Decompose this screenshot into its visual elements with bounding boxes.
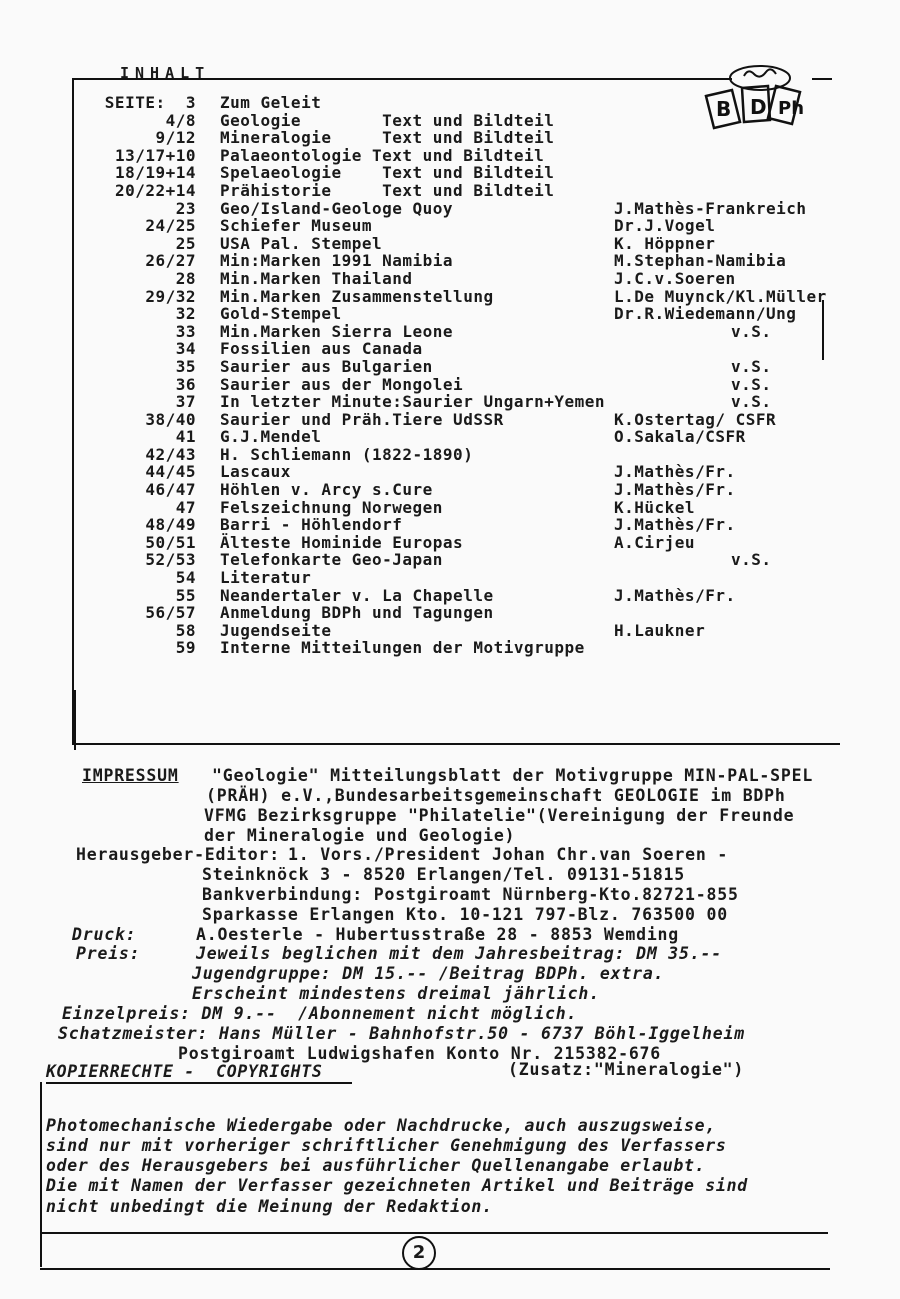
copyright-line-5: nicht unbedingt die Meinung der Redaktion.: [46, 1197, 493, 1216]
impressum-label: IMPRESSUM: [82, 766, 179, 785]
toc-row: [76, 304, 797, 324]
toc-page: 25: [175, 233, 196, 253]
schatzmeister-line-2: Postgiroamt Ludwigshafen Konto Nr. 215382-676: [178, 1044, 662, 1063]
table-of-contents: [76, 93, 827, 658]
druck-value: A.Oesterle - Hubertusstraße 28 - 8853 Wemding: [196, 925, 680, 944]
toc-author: J.C.v.Soeren: [614, 268, 736, 288]
toc-author: K. Höppner: [614, 233, 716, 253]
toc-row: [76, 585, 736, 605]
toc-title: Saurier und Präh.Tiere UdSSR: [220, 409, 504, 429]
toc-author: Dr.R.Wiedemann/Ung: [614, 304, 797, 324]
editor-line-1: 1. Vors./President Johan Chr.van Soeren -: [288, 845, 729, 864]
page-number: 2: [402, 1236, 436, 1270]
toc-row: [76, 532, 696, 552]
toc-page: 34: [175, 339, 196, 359]
editor-line-3: Bankverbindung: Postgiroamt Nürnberg-Kto.82721-855: [202, 885, 739, 904]
toc-page: 55: [175, 585, 196, 605]
toc-author: L.De Muynck/Kl.Müller: [614, 286, 827, 306]
toc-row: [76, 94, 605, 112]
toc-title: In letzter Minute:Saurier Ungarn+Yemen: [220, 392, 606, 412]
toc-title: H. Schliemann (1822-1890): [220, 444, 474, 464]
preis-line-1: Jeweils beglichen mit dem Jahresbeitrag: DM 35.--: [196, 944, 722, 963]
toc-page: 29/32: [145, 286, 196, 306]
toc-row: [76, 480, 736, 500]
toc-page: 24/25: [145, 216, 196, 236]
toc-title: Zum Geleit: [220, 93, 322, 112]
toc-page: 18/19+14: [114, 163, 196, 183]
toc-title: Geo/Island-Geologe Quoy: [220, 198, 454, 218]
toc-author: M.Stephan-Namibia: [614, 251, 787, 271]
toc-title: Schiefer Museum: [220, 216, 372, 236]
preis-line-2: Jugendgruppe: DM 15.-- /Beitrag BDPh. extra.: [192, 964, 665, 983]
toc-row: [76, 182, 605, 200]
toc-row: [76, 427, 746, 447]
toc-page: 20/22+14: [114, 180, 196, 200]
footer-rule: [40, 1268, 830, 1270]
toc-row: [76, 198, 807, 218]
toc-page: 13/17+10: [114, 145, 196, 165]
toc-page: 26/27: [145, 251, 196, 271]
toc-page: 42/43: [145, 444, 196, 464]
impressum-line-3: VFMG Bezirksgruppe "Philatelie"(Vereinigung der Freunde: [204, 806, 795, 825]
toc-row: [76, 356, 772, 376]
toc-author: v.S.: [731, 356, 772, 376]
toc-title: Min.Marken Zusammenstellung: [220, 286, 494, 306]
toc-page: 4/8: [165, 110, 196, 130]
editor-line-4: Sparkasse Erlangen Kto. 10-121 797-Blz. 763500 00: [202, 905, 728, 924]
toc-page: 38/40: [145, 409, 196, 429]
toc-row: [76, 462, 736, 482]
toc-row: [76, 497, 696, 517]
toc-row: [76, 515, 736, 535]
toc-author: K.Hückel: [614, 497, 696, 517]
toc-title: Saurier aus Bulgarien: [220, 356, 433, 376]
druck-label: Druck:: [72, 925, 137, 944]
toc-title: Neandertaler v. La Chapelle: [220, 585, 494, 605]
copyright-bottom-rule: [40, 1232, 828, 1234]
left-rule-upper: [72, 78, 74, 743]
toc-row: [76, 112, 605, 130]
toc-page: 37: [175, 392, 196, 412]
copyright-line-3: oder des Herausgebers bei ausführlicher Quellenangabe erlaubt.: [46, 1156, 706, 1175]
toc-author: J.Mathès/Fr.: [614, 515, 736, 535]
toc-page: 58: [175, 620, 196, 640]
copyright-heading: KOPIERRECHTE - COPYRIGHTS: [46, 1062, 323, 1081]
toc-title: Älteste Hominide Europas: [220, 532, 464, 552]
toc-row: [76, 409, 777, 429]
copyright-line-4: Die mit Namen der Verfasser gezeichneten Artikel und Beiträge sind: [46, 1176, 748, 1195]
copyright-line-2: sind nur mit vorheriger schriftlicher Genehmigung des Verfassers: [46, 1136, 727, 1155]
toc-page: 56/57: [145, 603, 196, 623]
toc-row: [76, 392, 772, 412]
toc-title: Höhlen v. Arcy s.Cure: [220, 480, 433, 500]
toc-row: [76, 340, 605, 358]
toc-title: Interne Mitteilungen der Motivgruppe: [220, 638, 585, 658]
toc-row: [76, 620, 706, 640]
toc-title: Fossilien aus Canada: [220, 339, 423, 359]
toc-row: [76, 129, 605, 147]
toc-row: [76, 164, 605, 182]
toc-title: Mineralogie Text und Bildteil: [220, 128, 555, 148]
svg-text:D: D: [750, 95, 767, 119]
toc-page: 36: [175, 374, 196, 394]
toc-row: [76, 321, 772, 341]
toc-title: Palaeontologie Text und Bildteil: [220, 145, 545, 165]
toc-title: Spelaeologie Text und Bildteil: [220, 163, 555, 183]
toc-row: [76, 604, 605, 622]
toc-author: J.Mathès/Fr.: [614, 480, 736, 500]
svg-text:Ph: Ph: [778, 98, 805, 119]
toc-author: O.Sakala/CSFR: [614, 427, 746, 447]
right-rule-short: [822, 300, 824, 360]
einzelpreis: Einzelpreis: DM 9.-- /Abonnement nicht möglich.: [62, 1004, 578, 1023]
toc-page: 47: [175, 497, 196, 517]
toc-page: 33: [175, 321, 196, 341]
preis-label: Preis:: [76, 944, 141, 963]
toc-author: J.Mathès/Fr.: [614, 585, 736, 605]
left-rule-lower: [40, 1082, 42, 1267]
toc-title: G.J.Mendel: [220, 427, 322, 447]
toc-page: 35: [175, 356, 196, 376]
toc-author: J.Mathès-Frankreich: [614, 198, 807, 218]
editor-line-2: Steinknöck 3 - 8520 Erlangen/Tel. 09131-51815: [202, 865, 686, 884]
toc-author: Dr.J.Vogel: [614, 216, 716, 236]
toc-page: 28: [175, 268, 196, 288]
toc-title: Anmeldung BDPh und Tagungen: [220, 603, 494, 623]
toc-page: SEITE: 3: [104, 93, 196, 112]
bdph-logo-icon: [696, 58, 816, 134]
toc-title: Literatur: [220, 568, 312, 588]
toc-page: 50/51: [145, 532, 196, 552]
toc-author: v.S.: [731, 392, 772, 412]
toc-page: 32: [175, 304, 196, 324]
toc-page: 41: [175, 427, 196, 447]
page-title: INHALT: [120, 64, 211, 82]
toc-page: 48/49: [145, 515, 196, 535]
toc-title: Min.Marken Sierra Leone: [220, 321, 454, 341]
toc-title: Saurier aus der Mongolei: [220, 374, 464, 394]
toc-title: Telefonkarte Geo-Japan: [220, 550, 443, 570]
middle-rule: [72, 743, 840, 745]
svg-text:B: B: [716, 97, 732, 121]
toc-row: [76, 550, 772, 570]
toc-author: v.S.: [731, 321, 772, 341]
toc-title: Geologie Text und Bildteil: [220, 110, 555, 130]
toc-title: Min.Marken Thailand: [220, 268, 413, 288]
toc-row: [76, 286, 827, 306]
toc-row: [76, 216, 716, 236]
toc-page: 54: [175, 568, 196, 588]
toc-title: Felszeichnung Norwegen: [220, 497, 443, 517]
toc-author: J.Mathès/Fr.: [614, 462, 736, 482]
editor-label: Herausgeber-Editor:: [76, 845, 280, 864]
toc-title: Barri - Höhlendorf: [220, 515, 403, 535]
toc-page: 23: [175, 198, 196, 218]
toc-row: [76, 569, 605, 587]
toc-title: Gold-Stempel: [220, 304, 342, 324]
toc-title: Min:Marken 1991 Namibia: [220, 251, 454, 271]
preis-line-3: Erscheint mindestens dreimal jährlich.: [192, 984, 600, 1003]
toc-author: A.Cirjeu: [614, 532, 696, 552]
zusatz: (Zusatz:"Mineralogie"): [508, 1060, 745, 1079]
toc-row: [76, 147, 605, 165]
toc-page: 44/45: [145, 462, 196, 482]
impressum-line-4: der Mineralogie und Geologie): [204, 826, 516, 845]
toc-row: [76, 446, 605, 464]
toc-author: v.S.: [731, 374, 772, 394]
toc-row: [76, 268, 736, 288]
toc-page: 59: [175, 638, 196, 658]
toc-title: Lascaux: [220, 462, 291, 482]
toc-author: v.S.: [731, 550, 772, 570]
copyright-line-1: Photomechanische Wiedergabe oder Nachdrucke, auch auszugsweise,: [46, 1116, 716, 1135]
toc-page: 9/12: [155, 128, 196, 148]
toc-row: [76, 639, 605, 657]
toc-page: 52/53: [145, 550, 196, 570]
toc-row: [76, 251, 787, 271]
toc-page: 46/47: [145, 480, 196, 500]
toc-author: H.Laukner: [614, 620, 706, 640]
toc-title: Jugendseite: [220, 620, 332, 640]
toc-row: [76, 233, 716, 253]
toc-author: K.Ostertag/ CSFR: [614, 409, 777, 429]
toc-title: USA Pal. Stempel: [220, 233, 383, 253]
toc-row: [76, 374, 772, 394]
bdph-logo: [696, 58, 816, 134]
impressum-line-2: (PRÄH) e.V.,Bundesarbeitsgemeinschaft GEOLOGIE im BDPh: [206, 786, 786, 805]
copyright-heading-underline: [46, 1082, 352, 1084]
left-rule-stub: [74, 690, 76, 750]
impressum-line-1: "Geologie" Mitteilungsblatt der Motivgruppe MIN-PAL-SPEL: [212, 766, 814, 785]
schatzmeister-line-1: Schatzmeister: Hans Müller - Bahnhofstr.50 - 6737 Böhl-Iggelheim: [58, 1024, 745, 1043]
toc-title: Prähistorie Text und Bildteil: [220, 180, 555, 200]
